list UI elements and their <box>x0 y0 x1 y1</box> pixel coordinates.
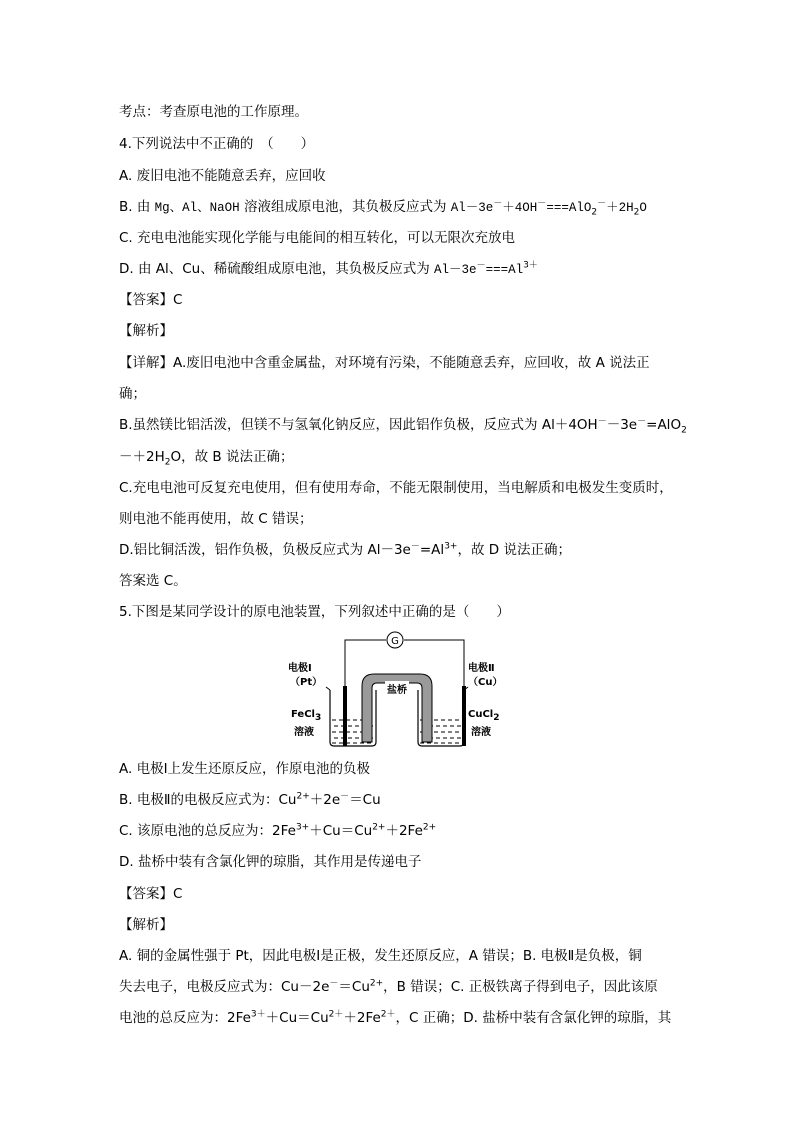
right-solution-formula-sub: 2 <box>493 713 500 723</box>
question-5-explanation-2 <box>119 978 658 996</box>
q4-b-sub: 2 <box>633 207 640 218</box>
right-solution-formula-text: CuCl <box>468 709 494 720</box>
q5-exp-part: 失去电子，电极反应式为：Cu－2e <box>119 979 330 995</box>
left-solution-label: 溶液 <box>294 727 314 738</box>
electrode-1-label: 电极Ⅰ <box>288 663 312 674</box>
question-5-explanation-3 <box>119 1009 671 1027</box>
question-5-analysis-heading <box>119 916 173 934</box>
question-4-stem <box>119 135 314 153</box>
question-5-option-a <box>119 760 370 778</box>
left-solution-formula-text: FeCl <box>291 709 315 720</box>
question-5-answer <box>119 885 182 903</box>
q4-d-exp-part: =Al <box>419 542 445 558</box>
question-5-option-c <box>119 822 436 840</box>
q5-exp-sup: － <box>329 978 339 989</box>
question-4-c-explanation <box>119 479 673 497</box>
q5-b-part: ＋2e <box>309 792 341 808</box>
question-5-explanation-1 <box>119 947 642 965</box>
q4-b-part: Mg、Al、NaOH <box>154 201 240 215</box>
q4-c-exp-text: 则电池不能再使用，故 C 错误； <box>119 511 313 527</box>
question-4-choice <box>119 572 187 590</box>
q4-b-exp-part: =AlO <box>646 417 682 433</box>
q4-d-exp-part: D.铝比铜活泼，铝作负极，负极反应式为 Al－3e <box>119 542 411 558</box>
question-4-option-a <box>119 167 326 185</box>
q4-detail-text: 【详解】A.废旧电池中含重金属盐，对环境有污染，不能随意丢弃，应回收，故 A 说法正 <box>119 355 650 371</box>
q4-b-exp-sub: 2 <box>164 457 171 468</box>
electrode-2-label: 电极Ⅱ <box>468 663 495 674</box>
q5-exp-part: ，C 正确；D. 盐桥中装有含氯化钾的琼脂，其 <box>395 1010 672 1026</box>
q4-analysis-heading-text: 【解析】 <box>119 323 173 339</box>
q5-exp-sup: 2+ <box>369 978 384 989</box>
q4-b-sup: － <box>597 198 607 209</box>
q5-c-part: ＋Cu＝Cu <box>309 823 373 839</box>
q4-d-sup: － <box>476 260 486 271</box>
q4-b-sup: － <box>493 198 503 209</box>
left-beaker-lip <box>326 687 330 690</box>
q4-b-part: B. 由 <box>119 199 155 215</box>
question-4-option-b <box>119 198 647 217</box>
question-5-option-d <box>119 853 421 871</box>
question-4-d-explanation <box>119 541 571 559</box>
q5-answer-text: 【答案】C <box>119 886 183 902</box>
q4-d-exp-part: ，故 D 说法正确； <box>457 542 571 558</box>
q5-exp-part: ，B 错误；C. 正极铁离子得到电子，因此该原 <box>383 979 658 995</box>
q4-stem-text: 4.下列说法中不正确的 （ ） <box>119 136 315 152</box>
question-4-b-explanation <box>119 416 687 434</box>
q5-exp-sup: 2＋ <box>380 1009 396 1020</box>
q5-analysis-heading-text: 【解析】 <box>119 917 173 933</box>
electrode-1-material: （Pt） <box>290 677 323 688</box>
electrode-2-cu <box>462 686 466 746</box>
galvanic-cell-figure <box>288 630 506 752</box>
q5-c-sup: 3+ <box>295 822 310 833</box>
question-4-analysis-heading <box>119 322 173 340</box>
q4-d-part: D. 由 Al、Cu、稀硫酸组成原电池，其负极反应式为 <box>119 261 435 277</box>
q5-b-sup: － <box>340 791 350 802</box>
q4-d-part: ===Al <box>485 263 524 277</box>
q5-c-part: ＋2Fe <box>385 823 423 839</box>
question-4-c-explanation-cont <box>119 510 313 528</box>
q5-exp-part: ＋2Fe <box>343 1010 381 1026</box>
left-solution-formula-sub: 3 <box>314 713 322 723</box>
q4-option-a-text: A. 废旧电池不能随意丢弃，应回收 <box>119 168 326 184</box>
q5-c-sup: 2+ <box>372 822 386 833</box>
q5-option-d-text: D. 盐桥中装有含氯化钾的琼脂，其作用是传递电子 <box>119 854 422 870</box>
q5-exp-part: ＋Cu＝Cu <box>265 1010 329 1026</box>
kaodian-text: 考点：考查原电池的工作原理。 <box>119 104 308 120</box>
q4-d-part: Al－3e <box>434 263 477 277</box>
q4-b-exp-part: － <box>119 449 133 465</box>
electrode-1-pt <box>343 686 347 746</box>
salt-bridge-label: 盐桥 <box>385 681 409 696</box>
question-4-detail-cont <box>119 385 146 403</box>
q5-exp-sup: 3＋ <box>250 1009 266 1020</box>
q4-b-sup: － <box>537 198 547 209</box>
question-4-detail <box>119 354 650 372</box>
q4-b-exp-sup: － <box>637 416 647 427</box>
q4-answer-text: 【答案】C <box>119 292 183 308</box>
question-4-option-d <box>119 260 538 279</box>
galvanometer-label: G <box>391 636 399 647</box>
q4-d-exp-sup: 3+ <box>444 541 458 552</box>
q4-b-part: ＋2H <box>606 201 634 215</box>
q4-d-sup: 3＋ <box>523 260 538 271</box>
q4-option-c-text: C. 充电电池能实现化学能与电能间的相互转化，可以无限次充放电 <box>119 230 516 246</box>
q4-choice-text: 答案选 C。 <box>119 573 187 589</box>
q4-b-part: 溶液组成原电池，其负极反应式为 <box>239 199 451 215</box>
q5-b-part: B. 电极Ⅱ的电极反应式为：Cu <box>119 792 297 808</box>
q4-b-exp-part: ＋2H <box>132 449 165 465</box>
q5-exp-part: 电池的总反应为：2Fe <box>119 1010 251 1026</box>
q4-d-exp-sup: － <box>410 541 420 552</box>
q4-b-part: O <box>639 201 647 215</box>
right-solution-label: 溶液 <box>471 727 491 738</box>
q4-b-exp-sup: － <box>597 416 607 427</box>
q4-b-exp-part: B.虽然镁比铝活泼，但镁不与氢氧化钠反应，因此铝作负极，反应式为 Al＋4OH <box>119 417 598 433</box>
electrode-2-material: （Cu） <box>468 677 503 688</box>
q5-b-sup: 2+ <box>296 791 310 802</box>
question-4-answer <box>119 291 182 309</box>
q4-b-part: ＋4OH <box>502 201 538 215</box>
q5-exp-part: ＝Cu <box>338 979 370 995</box>
q4-b-sub: 2 <box>591 207 598 218</box>
q4-b-part: Al－3e <box>450 201 494 215</box>
q5-option-a-text: A. 电极Ⅰ上发生还原反应，作原电池的负极 <box>119 761 371 777</box>
left-solution-formula <box>291 709 322 723</box>
question-5-stem <box>119 603 510 621</box>
q5-b-part: ＝Cu <box>349 792 381 808</box>
q4-b-exp-part: O，故 B 说法正确； <box>170 449 294 465</box>
right-solution-formula <box>468 709 500 723</box>
question-4-option-c <box>119 229 515 247</box>
q4-b-exp-sub: 2 <box>681 425 687 436</box>
q5-c-part: C. 该原电池的总反应为：2Fe <box>119 823 296 839</box>
kaodian-line <box>119 103 308 121</box>
q4-b-exp-part: －3e <box>606 417 638 433</box>
q4-detail-text: 确； <box>119 386 146 402</box>
question-5-option-b <box>119 791 381 809</box>
q5-exp-text: A. 铜的金属性强于 Pt，因此电极Ⅰ是正极，发生还原反应，A 错误；B. 电极Ⅱ是负极，铜 <box>119 948 642 964</box>
q5-c-sup: 2+ <box>422 822 437 833</box>
q5-stem-text: 5.下图是某同学设计的原电池装置，下列叙述中正确的是（ ） <box>119 604 510 620</box>
q5-exp-sup: 2＋ <box>328 1009 344 1020</box>
question-4-b-explanation-cont <box>119 448 293 466</box>
q4-c-exp-text: C.充电电池可反复充电使用，但有使用寿命，不能无限制使用，当电解质和电极发生变质时， <box>119 480 673 496</box>
q4-b-part: ===AlO <box>546 201 592 215</box>
